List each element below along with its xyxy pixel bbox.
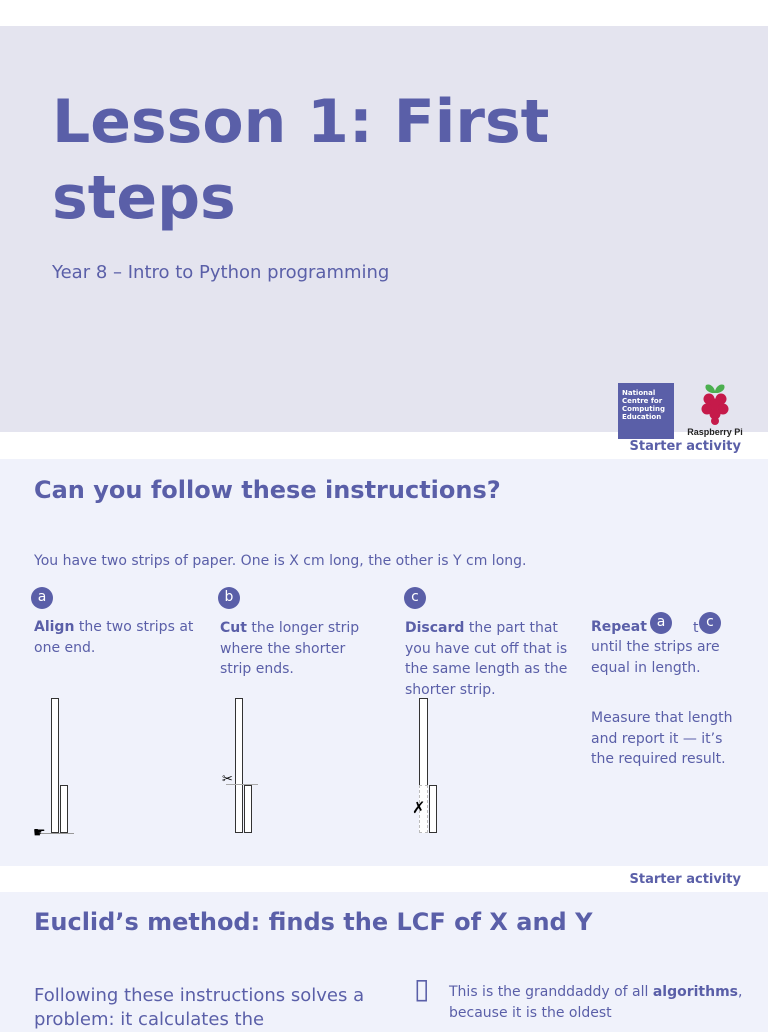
raspberry-pi-logo bbox=[684, 381, 746, 437]
step-keyword: Discard bbox=[405, 620, 465, 636]
lesson-subtitle: Year 8 – Intro to Python programming bbox=[52, 262, 390, 283]
step-text: the two strips at one end. bbox=[34, 619, 194, 656]
paper-strip-short bbox=[60, 785, 68, 833]
step-badge-b: b bbox=[218, 587, 240, 609]
section-tag: Starter activity bbox=[629, 872, 741, 887]
paper-strip-remaining bbox=[419, 698, 428, 786]
note-end: , because it is the oldest bbox=[449, 984, 743, 1021]
bookmark-icon: ▯ bbox=[414, 972, 430, 1005]
repeat-text: until the strips are equal in length. bbox=[591, 639, 720, 676]
paper-strip-long bbox=[51, 698, 59, 833]
lesson-title: Lesson 1: First steps bbox=[52, 87, 550, 233]
raspberry-pi-label: Raspberry Pi bbox=[687, 427, 743, 437]
step-keyword: Align bbox=[34, 619, 75, 635]
ncce-logo-line: Education bbox=[622, 413, 662, 421]
instructions-slide bbox=[0, 459, 768, 866]
raspberry-icon bbox=[696, 381, 734, 425]
note-start: This is the granddaddy of all bbox=[449, 984, 653, 1000]
cross-icon: ✗ bbox=[412, 798, 426, 817]
repeat-extra-text: Measure that length and report it — it’s the required result. bbox=[591, 710, 733, 767]
repeat-mid-text: t bbox=[693, 620, 699, 636]
step-align bbox=[34, 617, 194, 658]
paper-strip-short bbox=[429, 785, 437, 833]
step-badge-a: a bbox=[31, 587, 53, 609]
repeat-badge-c: c bbox=[699, 612, 721, 634]
step-keyword: Cut bbox=[220, 620, 247, 636]
step-text: the longer strip where the shorter strip ends. bbox=[220, 620, 360, 677]
body-text: Following these instructions solves a problem: it calculates the bbox=[34, 985, 365, 1030]
euclid-slide bbox=[0, 892, 768, 1032]
slide-heading: Can you follow these instructions? bbox=[34, 476, 501, 504]
note-text bbox=[449, 982, 749, 1024]
slide-heading: Euclid’s method: finds the LCF of X and Y bbox=[34, 908, 593, 936]
step-text: the part that you have cut off that is the same length as the shorter strip. bbox=[405, 620, 568, 698]
intro-text: You have two strips of paper. One is X cm long, the other is Y cm long. bbox=[34, 553, 527, 569]
step-keyword: Repeat bbox=[591, 619, 647, 635]
pointing-hand-icon: ☛ bbox=[33, 825, 46, 841]
ncce-logo bbox=[618, 383, 674, 439]
ncce-logo-line: National bbox=[622, 389, 656, 397]
section-tag: Starter activity bbox=[629, 439, 741, 454]
paper-strip-short bbox=[244, 785, 252, 833]
step-cut bbox=[220, 618, 380, 680]
ncce-logo-line: Computing bbox=[622, 405, 665, 413]
paper-strip-long bbox=[235, 698, 243, 833]
step-discard bbox=[405, 618, 575, 700]
scissors-icon: ✂ bbox=[222, 772, 233, 787]
repeat-badge-a: a bbox=[650, 612, 672, 634]
title-slide bbox=[0, 26, 768, 437]
step-badge-c: c bbox=[404, 587, 426, 609]
ncce-logo-line: Centre for bbox=[622, 397, 663, 405]
note-keyword: algorithms bbox=[652, 984, 738, 1000]
